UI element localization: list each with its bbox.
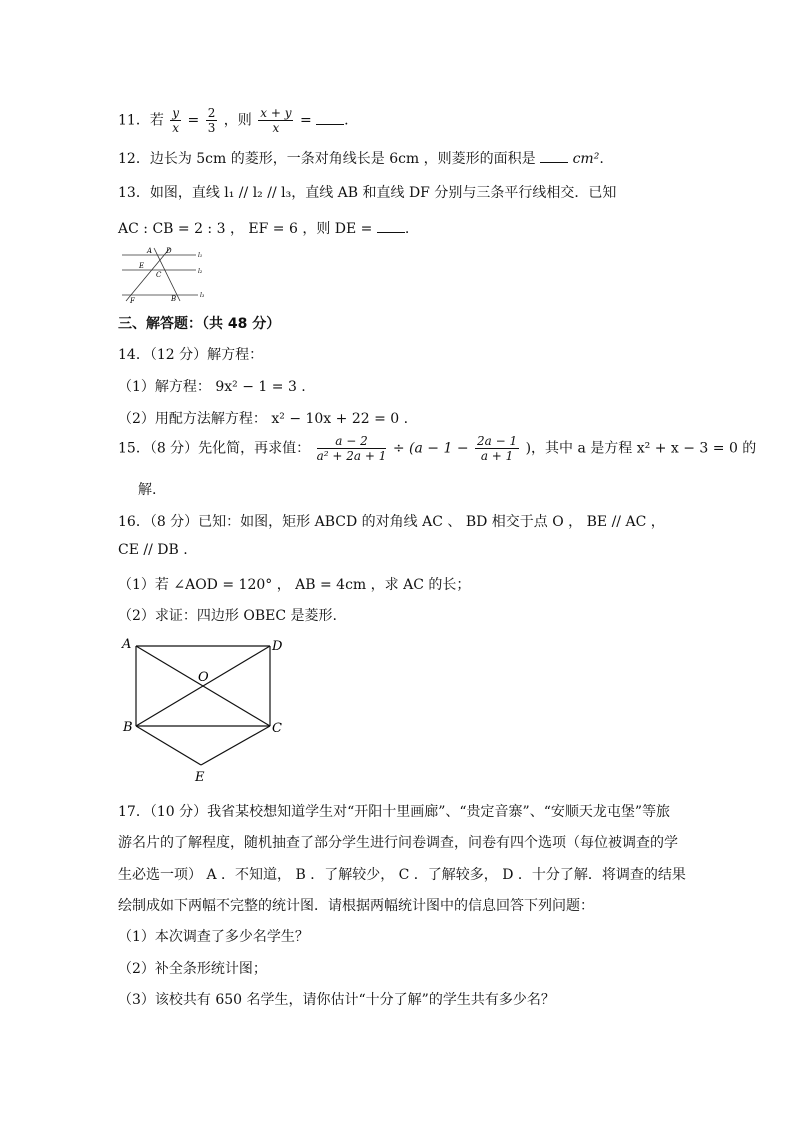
q16-part1: （1）若 ∠AOD = 120° ， AB = 4cm ，求 AC 的长；: [118, 577, 471, 593]
q13-line2a: AC : CB = 2 : 3 ， EF = 6 ，则 DE =: [118, 221, 373, 237]
q16-label-b: B: [123, 720, 133, 735]
q15-f2-num: 2a − 1: [477, 434, 518, 448]
q15-f1-num: a − 2: [317, 434, 387, 449]
q13-label-a: A: [147, 247, 153, 255]
question-13-line1: [118, 182, 616, 202]
q11-f1-den: x: [172, 121, 180, 135]
q13-label-e: E: [139, 262, 145, 270]
q17-line3: 生必选一项） A ．不知道， B ．了解较少， C ．了解较多， D ．十分了解．将调查的结果: [118, 867, 686, 883]
q11-eq: =: [187, 112, 200, 129]
q11-suffix: =: [299, 112, 312, 129]
q14-part1: （1）解方程： 9x² − 1 = 3 .: [118, 379, 306, 395]
q11-fraction-y-over-x: [170, 106, 181, 135]
q15-op: ÷ (a − 1 −: [392, 440, 469, 457]
q13-label-l3: l₃: [200, 292, 205, 299]
question-11: [118, 106, 349, 135]
q17-line2: 游名片的了解程度，随机抽查了部分学生进行问卷调查，问卷有四个选项（每位被调查的学: [118, 835, 678, 851]
q17-part1: （1）本次调查了多少名学生？: [118, 929, 309, 945]
q12-end: .: [599, 151, 604, 167]
q11-prefix: 11．若: [118, 112, 164, 129]
section-3-heading: 三、解答题：（共 48 分）: [118, 316, 281, 332]
q13-line2b: .: [404, 221, 410, 237]
q15-end: 解.: [138, 482, 157, 498]
q16-label-c: C: [272, 721, 282, 736]
q13-label-b: B: [171, 295, 177, 303]
q15-f2-den: a + 1: [480, 449, 514, 463]
question-12: [118, 148, 604, 168]
q13-label-l1: l₁: [198, 252, 203, 259]
q15-cond: )，其中 a 是方程 x² + x − 3 = 0 的: [525, 440, 757, 457]
q13-label-c: C: [156, 271, 162, 279]
q11-f3-den: x: [272, 121, 280, 135]
q13-label-f: F: [130, 297, 135, 305]
q11-fraction-2-over-3: [206, 106, 218, 135]
q11-f2-den: 3: [207, 121, 216, 135]
q17-line1: 17．（10 分）我省某校想知道学生对“开阳十里画廊”、“贵定音寨”、“安顺天龙屯堡”等旅: [118, 804, 671, 820]
q13-figure: [118, 243, 210, 305]
q16-line1: 16．（8 分）已知：如图，矩形 ABCD 的对角线 AC 、 BD 相交于点 O ， BE // AC ，: [118, 514, 665, 530]
q16-line2: CE // DB .: [118, 542, 188, 558]
q15-intro: 15．（8 分）先化简，再求值：: [118, 440, 311, 457]
q11-f1-num: y: [172, 106, 180, 120]
q13-answer-blank[interactable]: [377, 220, 405, 233]
q14-part2: （2）用配方法解方程： x² − 10x + 22 = 0 .: [118, 411, 409, 427]
q17-line4: 绘制成如下两幅不完整的统计图．请根据两幅统计图中的信息回答下列问题：: [118, 898, 594, 914]
q17-part3: （3）该校共有 650 名学生，请你估计“十分了解”的学生共有多少名？: [118, 992, 555, 1008]
q16-label-a: A: [122, 637, 132, 652]
q16-part2: （2）求证：四边形 OBEC 是菱形.: [118, 608, 337, 624]
question-15: [118, 434, 756, 463]
q17-part2: （2）补全条形统计图；: [118, 961, 267, 977]
q15-fraction-2: [475, 434, 519, 463]
q11-end: .: [344, 112, 349, 129]
q16-figure: [118, 634, 290, 786]
question-13-line2: [118, 218, 409, 238]
q12-answer-blank[interactable]: [540, 150, 568, 163]
q11-f2-num: 2: [207, 106, 216, 120]
q16-label-o: O: [198, 670, 209, 685]
q16-label-d: D: [272, 639, 283, 654]
q16-label-e: E: [195, 770, 205, 785]
q11-fraction-xy-over-x: [258, 106, 293, 135]
q12-text: 12．边长为 5cm 的菱形，一条对角线长是 6cm ，则菱形的面积是: [118, 151, 536, 167]
q13-label-d: D: [166, 247, 172, 255]
q13-line1: 13．如图，直线 l₁ // l₂ // l₃，直线 AB 和直线 DF 分别与三条平行线相交．已知: [118, 185, 617, 201]
q11-answer-blank[interactable]: [316, 112, 344, 125]
q12-unit: cm²: [572, 151, 600, 167]
q11-mid: ，则: [223, 112, 252, 129]
q13-label-l2: l₂: [198, 268, 203, 275]
q15-f1-den: a² + 2a + 1: [316, 449, 387, 463]
q11-f3-num: x + y: [260, 106, 292, 120]
q14-title: 14．（12 分）解方程：: [118, 347, 264, 363]
q15-fraction-1: [317, 434, 387, 463]
